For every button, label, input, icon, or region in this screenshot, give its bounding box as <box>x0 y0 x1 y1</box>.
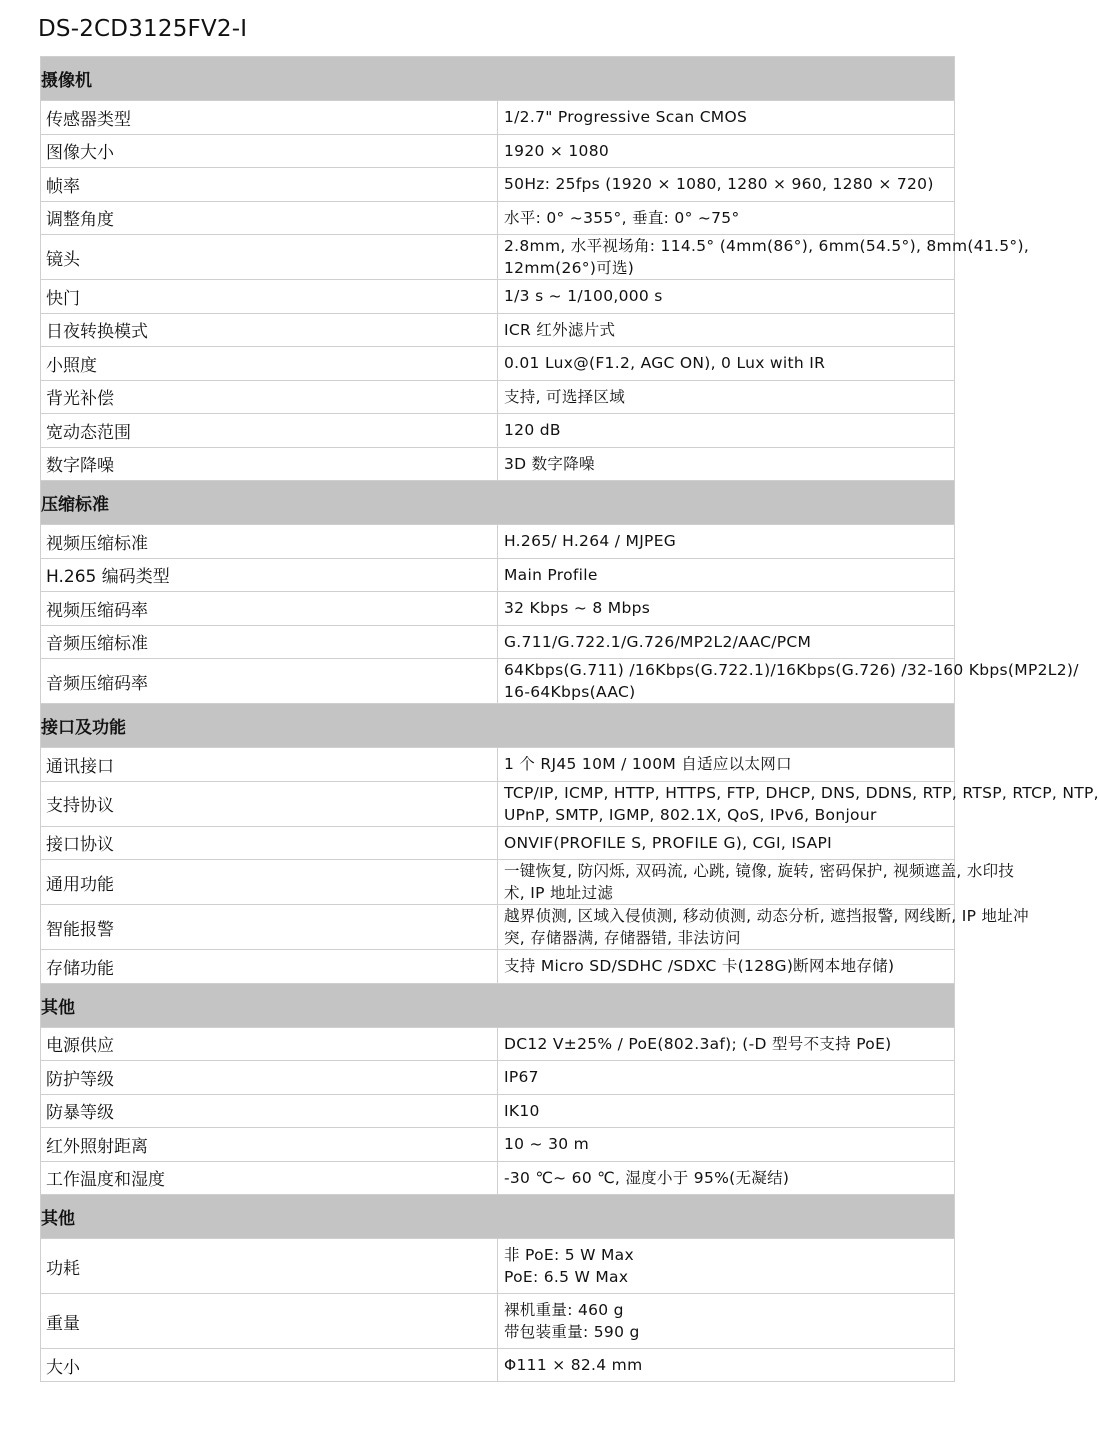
spec-label: 支持协议 <box>41 781 498 826</box>
table-row <box>41 659 955 704</box>
section-heading: 其他 <box>41 1195 955 1239</box>
spec-value-line: DC12 V±25% / PoE(802.3af); (-D 型号不支持 PoE) <box>504 1034 892 1053</box>
spec-value <box>498 1128 955 1162</box>
table-row <box>41 347 955 381</box>
spec-value <box>498 748 955 782</box>
table-row <box>41 826 955 860</box>
spec-value <box>498 201 955 235</box>
spec-value-line: 32 Kbps ~ 8 Mbps <box>504 599 651 618</box>
spec-label: 工作温度和湿度 <box>41 1161 498 1195</box>
spec-value <box>498 525 955 559</box>
spec-value <box>498 1061 955 1095</box>
spec-value <box>498 347 955 381</box>
spec-value <box>498 168 955 202</box>
table-row <box>41 558 955 592</box>
spec-table <box>40 56 1099 1382</box>
spec-value-line: 1920 × 1080 <box>504 141 610 160</box>
section-header <box>41 57 955 101</box>
spec-label: 图像大小 <box>41 134 498 168</box>
spec-label: 电源供应 <box>41 1027 498 1061</box>
spec-value-line: 2.8mm, 水平视场角: 114.5° (4mm(86°), 6mm(54.5°), 8mm(41.5°), <box>504 237 1030 255</box>
spec-value <box>498 1294 955 1349</box>
table-row <box>41 1161 955 1195</box>
table-row <box>41 1239 955 1294</box>
spec-label: 功耗 <box>41 1239 498 1294</box>
spec-value-line: 一键恢复, 防闪烁, 双码流, 心跳, 镜像, 旋转, 密码保护, 视频遮盖, 水印技 <box>504 862 1015 880</box>
spec-label: 视频压缩标准 <box>41 525 498 559</box>
table-row <box>41 860 955 905</box>
table-row <box>41 447 955 481</box>
spec-label: 宽动态范围 <box>41 414 498 448</box>
spec-value-line: 支持, 可选择区域 <box>504 387 626 406</box>
spec-value-line: UPnP, SMTP, IGMP, 802.1X, QoS, IPv6, Bonjour <box>504 805 877 824</box>
spec-label: 接口协议 <box>41 826 498 860</box>
spec-value <box>498 781 1099 826</box>
spec-label: 小照度 <box>41 347 498 381</box>
spec-label: 智能报警 <box>41 905 498 950</box>
spec-label: 日夜转换模式 <box>41 313 498 347</box>
spec-value-line: 1/3 s ~ 1/100,000 s <box>504 287 663 306</box>
table-row <box>41 1027 955 1061</box>
spec-value <box>498 905 1029 950</box>
spec-label: 数字降噪 <box>41 447 498 481</box>
section-heading: 摄像机 <box>41 57 955 101</box>
table-row <box>41 201 955 235</box>
spec-value-line: ONVIF(PROFILE S, PROFILE G), CGI, ISAPI <box>504 833 833 852</box>
spec-value-line: IK10 <box>504 1101 540 1120</box>
spec-value-line: 1 个 RJ45 10M / 100M 自适应以太网口 <box>504 755 792 774</box>
spec-value-line: PoE: 6.5 W Max <box>504 1268 629 1286</box>
spec-value <box>498 1349 955 1382</box>
spec-value <box>498 134 955 168</box>
spec-value <box>498 280 955 314</box>
table-row <box>41 1094 955 1128</box>
table-row <box>41 748 955 782</box>
table-row <box>41 414 955 448</box>
spec-value-line: H.265/ H.264 / MJPEG <box>504 532 677 551</box>
spec-value-line: 120 dB <box>504 421 561 440</box>
spec-value <box>498 1094 955 1128</box>
spec-value <box>498 592 955 626</box>
spec-label: 防护等级 <box>41 1061 498 1095</box>
spec-value <box>498 1161 955 1195</box>
section-header <box>41 481 955 525</box>
spec-value-line: G.711/G.722.1/G.726/MP2L2/AAC/PCM <box>504 632 812 651</box>
spec-label: 存储功能 <box>41 950 498 984</box>
spec-value-line: 非 PoE: 5 W Max <box>504 1246 634 1264</box>
spec-value <box>498 1239 955 1294</box>
spec-value <box>498 1027 955 1061</box>
spec-label: 音频压缩码率 <box>41 659 498 704</box>
section-heading: 接口及功能 <box>41 704 955 748</box>
spec-label: 重量 <box>41 1294 498 1349</box>
table-row <box>41 592 955 626</box>
spec-label: 红外照射距离 <box>41 1128 498 1162</box>
spec-value-line: 50Hz: 25fps (1920 × 1080, 1280 × 960, 1280 × 720) <box>504 175 934 194</box>
section-header <box>41 704 955 748</box>
spec-value <box>498 950 955 984</box>
spec-label: 视频压缩码率 <box>41 592 498 626</box>
spec-value-line: Main Profile <box>504 565 598 584</box>
spec-value-line: 12mm(26°)可选) <box>504 259 635 277</box>
spec-value <box>498 826 955 860</box>
section-header <box>41 1195 955 1239</box>
spec-value <box>498 558 955 592</box>
table-row <box>41 1349 955 1382</box>
spec-label: 传感器类型 <box>41 101 498 135</box>
spec-label: 大小 <box>41 1349 498 1382</box>
table-row <box>41 525 955 559</box>
spec-value-line: 越界侦测, 区域入侵侦测, 移动侦测, 动态分析, 遮挡报警, 网线断, IP 地址冲 <box>504 907 1029 925</box>
section-heading: 压缩标准 <box>41 481 955 525</box>
spec-value-line: 术, IP 地址过滤 <box>504 884 614 902</box>
spec-label: 快门 <box>41 280 498 314</box>
spec-value <box>498 313 955 347</box>
spec-label: 音频压缩标准 <box>41 625 498 659</box>
table-row <box>41 380 955 414</box>
spec-value <box>498 380 955 414</box>
spec-value-line: -30 ℃~ 60 ℃, 湿度小于 95%(无凝结) <box>504 1168 790 1187</box>
spec-label: 通用功能 <box>41 860 498 905</box>
section-header <box>41 983 955 1027</box>
spec-value-line: ICR 红外滤片式 <box>504 320 616 339</box>
table-row <box>41 280 955 314</box>
table-row <box>41 313 955 347</box>
spec-value-line: 64Kbps(G.711) /16Kbps(G.722.1)/16Kbps(G.726) /32-160 Kbps(MP2L2)/ <box>504 661 1079 679</box>
spec-label: 背光补偿 <box>41 380 498 414</box>
spec-value-line: 突, 存储器满, 存储器错, 非法访问 <box>504 929 741 947</box>
table-row <box>41 1061 955 1095</box>
spec-value <box>498 101 955 135</box>
document-title: DS-2CD3125FV2-I <box>38 16 248 42</box>
spec-value <box>498 860 1015 905</box>
spec-value-line: 1/2.7" Progressive Scan CMOS <box>504 108 748 127</box>
spec-value-line: 水平: 0° ~355°, 垂直: 0° ~75° <box>504 208 740 227</box>
table-row <box>41 235 955 280</box>
spec-value <box>498 625 955 659</box>
spec-label: H.265 编码类型 <box>41 558 498 592</box>
spec-value-line: TCP/IP, ICMP, HTTP, HTTPS, FTP, DHCP, DNS, DDNS, RTP, RTSP, RTCP, NTP, <box>504 783 1099 802</box>
table-row <box>41 781 955 826</box>
table-row <box>41 1128 955 1162</box>
table-row <box>41 1294 955 1349</box>
spec-value-line: 16-64Kbps(AAC) <box>504 683 636 701</box>
spec-value-line: 裸机重量: 460 g <box>504 1301 624 1319</box>
table-row <box>41 625 955 659</box>
spec-value-line: IP67 <box>504 1068 539 1087</box>
spec-label: 防暴等级 <box>41 1094 498 1128</box>
spec-value <box>498 447 955 481</box>
table-row <box>41 950 955 984</box>
spec-value-line: 支持 Micro SD/SDHC /SDXC 卡(128G)断网本地存储) <box>504 957 895 976</box>
section-heading: 其他 <box>41 983 955 1027</box>
spec-value-line: Φ111 × 82.4 mm <box>504 1356 643 1374</box>
spec-value-line: 3D 数字降噪 <box>504 454 595 473</box>
table-row <box>41 905 955 950</box>
spec-label: 帧率 <box>41 168 498 202</box>
spec-label: 通讯接口 <box>41 748 498 782</box>
spec-value <box>498 235 1030 280</box>
spec-value <box>498 414 955 448</box>
table-row <box>41 134 955 168</box>
table-row <box>41 101 955 135</box>
spec-label: 调整角度 <box>41 201 498 235</box>
spec-value-line: 10 ~ 30 m <box>504 1135 590 1154</box>
spec-value <box>498 659 1079 704</box>
table-row <box>41 168 955 202</box>
spec-value-line: 带包装重量: 590 g <box>504 1323 640 1341</box>
spec-value-line: 0.01 Lux@(F1.2, AGC ON), 0 Lux with IR <box>504 354 826 373</box>
spec-label: 镜头 <box>41 235 498 280</box>
